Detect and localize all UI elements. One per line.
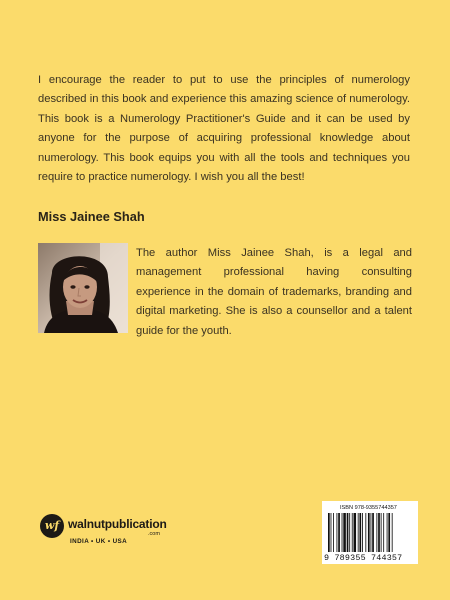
barcode-bar: [342, 513, 343, 552]
isbn-text: ISBN 978-9355744357: [340, 505, 397, 511]
barcode-bar: [362, 513, 363, 552]
barcode-bar: [365, 513, 366, 552]
barcode-bar: [358, 513, 359, 552]
barcode-bar: [328, 513, 330, 552]
walnut-logo-icon: wf: [40, 514, 64, 538]
barcode-bars: [324, 513, 416, 552]
barcode-bar: [338, 513, 340, 552]
barcode-bar: [337, 513, 338, 552]
publisher-name: walnutpublication: [68, 517, 167, 531]
intro-paragraph: I encourage the reader to put to use the principles of numerology described in this book and experience this amazing science of numerology. This book is a Numerology Practitioner's Guide and it can be used by anyone for the purpose of acquiring professional knowledge about numerology. This book equips you with all the tools and techniques you require to practice numerology. I wish you all the best!: [38, 74, 410, 184]
barcode-bar: [359, 513, 361, 552]
barcode-bar: [387, 513, 388, 552]
publisher-logo: [40, 514, 180, 554]
barcode-bar: [392, 513, 393, 552]
barcode-digits: 9 789355 744357: [324, 553, 403, 563]
author-photo-image: [38, 243, 128, 333]
barcode-bar: [354, 513, 357, 552]
barcode: [322, 501, 418, 564]
barcode-bar: [331, 513, 332, 552]
barcode-bar: [349, 513, 350, 552]
author-bio: The author Miss Jainee Shah, is a legal and management professional having consulting experience in the domain of trademarks, branding and digital marketing. She is also a counsellor and a talent guide for the youth.: [136, 247, 412, 337]
publisher-domain: .com: [148, 531, 160, 537]
barcode-bar: [372, 513, 374, 552]
barcode-bar: [376, 513, 377, 552]
barcode-bar: [347, 513, 349, 552]
barcode-bar: [388, 513, 390, 552]
author-photo: [38, 243, 128, 333]
barcode-bar: [368, 513, 370, 552]
barcode-bar: [352, 513, 353, 552]
barcode-bar: [343, 513, 346, 552]
barcode-bar: [378, 513, 380, 552]
author-name: Miss Jainee Shah: [38, 209, 145, 224]
barcode-bar: [381, 513, 382, 552]
publisher-countries: INDIA • UK • USA: [70, 538, 128, 545]
barcode-bar: [371, 513, 372, 552]
barcode-bar: [383, 513, 384, 552]
barcode-bar: [333, 513, 334, 552]
